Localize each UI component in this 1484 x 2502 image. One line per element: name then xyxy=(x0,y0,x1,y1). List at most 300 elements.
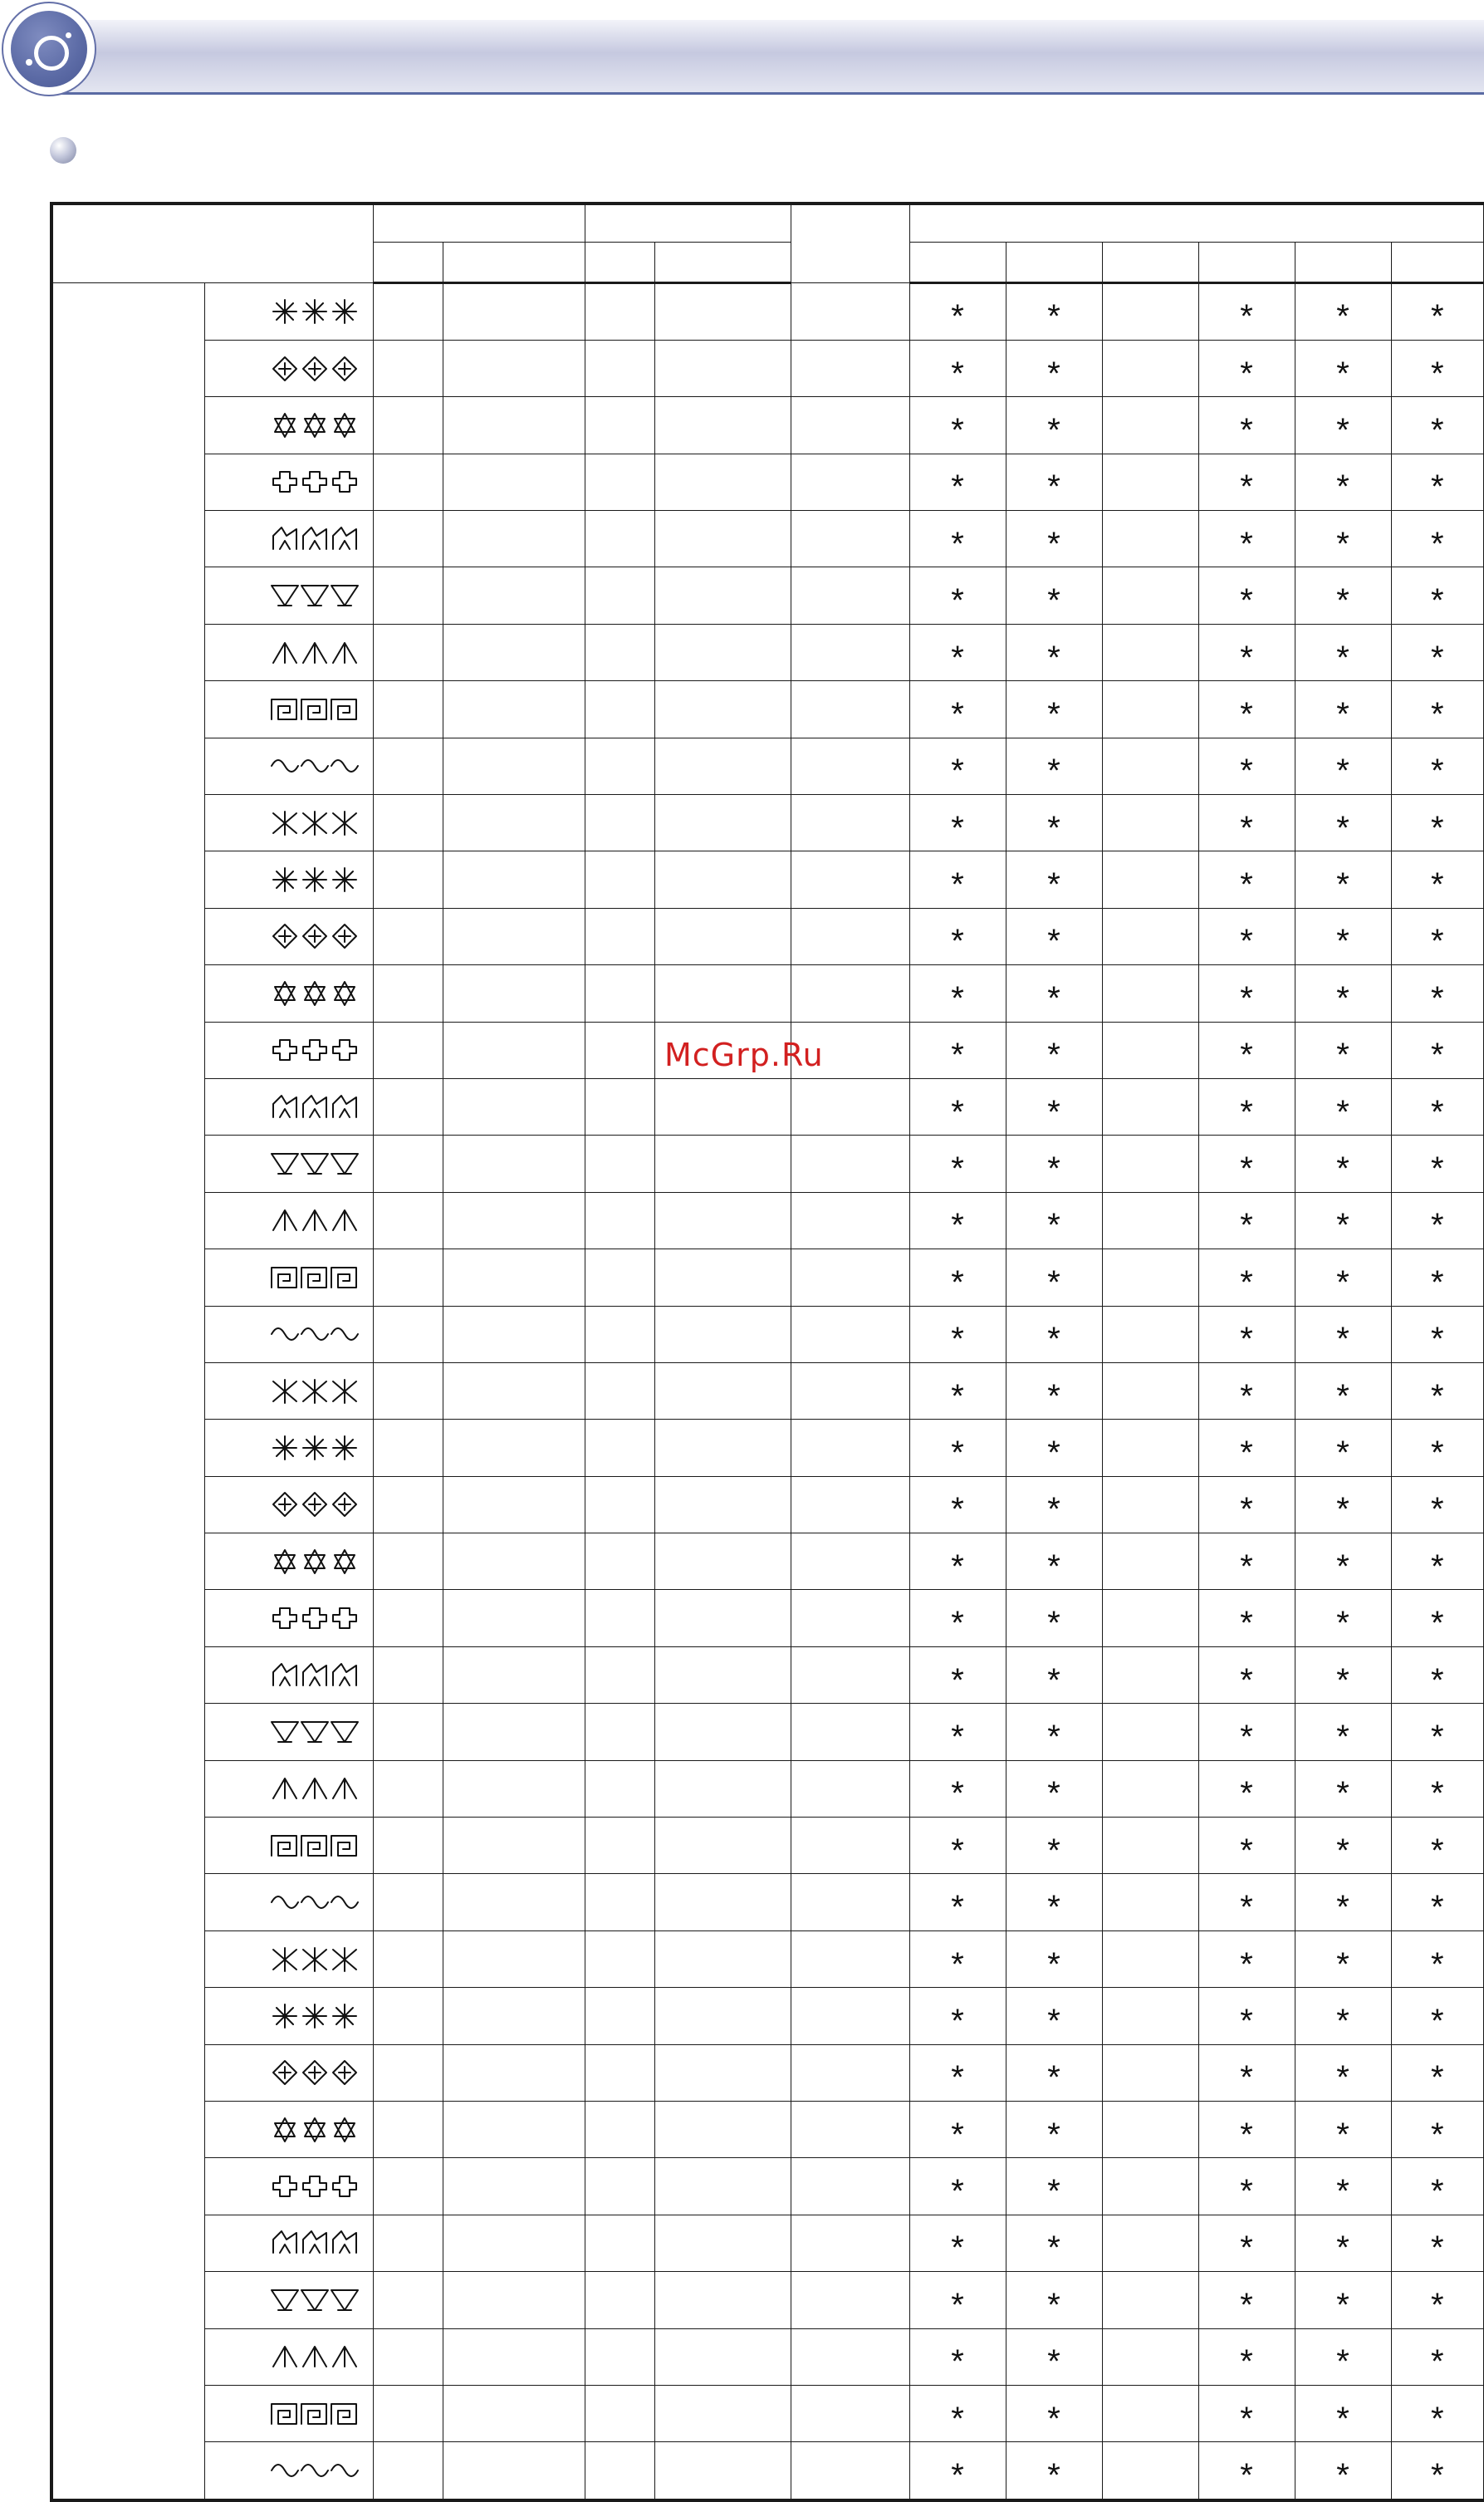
table-row xyxy=(51,681,1484,738)
empty-cell xyxy=(654,397,791,454)
pattern-icon-cell xyxy=(204,908,373,964)
empty-cell xyxy=(791,1420,909,1476)
empty-cell xyxy=(791,2442,909,2500)
table-row xyxy=(51,1818,1484,1874)
asterisk-row-icon xyxy=(270,297,360,326)
asterisk-mark: * xyxy=(909,1362,1006,1419)
asterisk-mark: * xyxy=(1198,681,1295,738)
triangle-border-icon xyxy=(270,581,360,611)
empty-cell xyxy=(1102,965,1198,1022)
empty-cell xyxy=(791,2272,909,2328)
empty-cell xyxy=(373,1306,443,1362)
asterisk-mark: * xyxy=(1198,1930,1295,1987)
table-row xyxy=(51,282,1484,340)
empty-cell xyxy=(373,1136,443,1192)
star-of-david-icon xyxy=(270,410,360,440)
empty-cell xyxy=(791,2328,909,2385)
asterisk-mark: * xyxy=(1295,1078,1391,1135)
empty-cell xyxy=(585,2442,654,2500)
empty-cell xyxy=(654,2215,791,2271)
asterisk-mark: * xyxy=(1295,397,1391,454)
disc-icon xyxy=(2,2,96,96)
asterisk-mark: * xyxy=(1391,1078,1484,1135)
empty-cell xyxy=(443,340,585,396)
empty-cell xyxy=(585,397,654,454)
empty-cell xyxy=(654,340,791,396)
empty-cell xyxy=(373,851,443,908)
asterisk-mark: * xyxy=(1198,1533,1295,1590)
empty-cell xyxy=(791,454,909,510)
asterisk-mark: * xyxy=(1391,681,1484,738)
asterisk-mark: * xyxy=(1006,2158,1102,2215)
empty-cell xyxy=(373,738,443,794)
pattern-icon-cell xyxy=(204,2385,373,2441)
cup-scallop-icon xyxy=(270,1489,360,1519)
asterisk-mark: * xyxy=(1006,1476,1102,1533)
asterisk-mark: * xyxy=(909,1818,1006,1874)
pattern-icon-cell xyxy=(204,851,373,908)
asterisk-mark: * xyxy=(1006,1533,1102,1590)
empty-cell xyxy=(1102,2215,1198,2271)
flower-stem-icon xyxy=(270,2342,360,2372)
asterisk-mark: * xyxy=(1198,1078,1295,1135)
asterisk-mark: * xyxy=(1391,1818,1484,1874)
bell-arch-icon xyxy=(270,1887,360,1917)
empty-cell xyxy=(585,965,654,1022)
asterisk-mark: * xyxy=(1391,908,1484,964)
pattern-icon-cell xyxy=(204,1874,373,1930)
empty-cell xyxy=(373,397,443,454)
asterisk-mark: * xyxy=(1295,2044,1391,2101)
curl-wave-icon xyxy=(270,1376,360,1406)
asterisk-mark: * xyxy=(1295,1874,1391,1930)
empty-cell xyxy=(443,282,585,340)
arrow-branch-icon xyxy=(270,638,360,668)
asterisk-mark: * xyxy=(1391,2272,1484,2328)
flower-chain-icon xyxy=(270,1149,360,1179)
asterisk-mark: * xyxy=(1198,1136,1295,1192)
asterisk-mark: * xyxy=(1391,397,1484,454)
empty-cell xyxy=(1102,681,1198,738)
empty-cell xyxy=(373,681,443,738)
asterisk-mark: * xyxy=(1006,2215,1102,2271)
asterisk-mark: * xyxy=(909,2272,1006,2328)
empty-cell xyxy=(1102,454,1198,510)
empty-cell xyxy=(1102,1362,1198,1419)
empty-cell xyxy=(373,1760,443,1817)
asterisk-mark: * xyxy=(1391,1646,1484,1703)
empty-cell xyxy=(443,1760,585,1817)
empty-cell xyxy=(654,965,791,1022)
empty-cell xyxy=(585,1704,654,1760)
empty-cell xyxy=(1102,908,1198,964)
empty-cell xyxy=(1102,2385,1198,2441)
empty-cell xyxy=(373,2044,443,2101)
pattern-icon-cell xyxy=(204,1192,373,1249)
sine-wave-icon xyxy=(270,1319,360,1349)
asterisk-mark: * xyxy=(1295,1306,1391,1362)
asterisk-mark: * xyxy=(1006,2385,1102,2441)
asterisk-mark: * xyxy=(1006,1760,1102,1817)
empty-cell xyxy=(373,1362,443,1419)
empty-cell xyxy=(373,965,443,1022)
asterisk-mark: * xyxy=(1006,1136,1102,1192)
pattern-icon-cell xyxy=(204,282,373,340)
empty-cell xyxy=(585,1646,654,1703)
asterisk-mark: * xyxy=(1391,1704,1484,1760)
table-row xyxy=(51,2158,1484,2215)
empty-cell xyxy=(443,1988,585,2044)
empty-cell xyxy=(654,1646,791,1703)
asterisk-mark: * xyxy=(1391,851,1484,908)
cross-chain-icon xyxy=(270,467,360,497)
arrow-bow-icon xyxy=(270,1831,360,1861)
header-cell-name xyxy=(51,204,373,282)
asterisk-mark: * xyxy=(1006,965,1102,1022)
asterisk-mark: * xyxy=(1198,1874,1295,1930)
empty-cell xyxy=(791,965,909,1022)
asterisk-mark: * xyxy=(1006,1078,1102,1135)
empty-cell xyxy=(654,795,791,851)
empty-cell xyxy=(791,1760,909,1817)
asterisk-mark: * xyxy=(909,454,1006,510)
pattern-icon-cell xyxy=(204,2328,373,2385)
crosshatch-band-icon xyxy=(270,865,360,895)
empty-cell xyxy=(1102,1476,1198,1533)
asterisk-mark: * xyxy=(1006,1192,1102,1249)
empty-cell xyxy=(373,2328,443,2385)
subheader-cell xyxy=(585,242,654,282)
asterisk-mark: * xyxy=(1391,795,1484,851)
empty-cell xyxy=(654,2328,791,2385)
asterisk-mark: * xyxy=(1006,2044,1102,2101)
asterisk-mark: * xyxy=(909,1988,1006,2044)
empty-cell xyxy=(443,1930,585,1987)
circle-chain-icon xyxy=(270,1547,360,1577)
empty-cell xyxy=(791,1930,909,1987)
asterisk-mark: * xyxy=(909,2215,1006,2271)
empty-cell xyxy=(654,851,791,908)
asterisk-mark: * xyxy=(1295,1760,1391,1817)
empty-cell xyxy=(373,2158,443,2215)
subheader-cell xyxy=(1006,242,1102,282)
empty-cell xyxy=(1102,1818,1198,1874)
empty-cell xyxy=(373,511,443,567)
asterisk-mark: * xyxy=(1006,1930,1102,1987)
loop-drop-icon xyxy=(270,979,360,1008)
asterisk-mark: * xyxy=(1391,1136,1484,1192)
empty-cell xyxy=(1102,1533,1198,1590)
empty-cell xyxy=(654,1533,791,1590)
asterisk-mark: * xyxy=(1198,2158,1295,2215)
empty-cell xyxy=(1102,340,1198,396)
empty-cell xyxy=(443,1192,585,1249)
subheader-cell xyxy=(1295,242,1391,282)
asterisk-mark: * xyxy=(1391,511,1484,567)
asterisk-mark: * xyxy=(1391,340,1484,396)
empty-cell xyxy=(1102,1874,1198,1930)
pattern-icon-cell xyxy=(204,2158,373,2215)
pattern-icon-cell xyxy=(204,340,373,396)
empty-cell xyxy=(654,1760,791,1817)
asterisk-mark: * xyxy=(1006,851,1102,908)
leaf-pair-icon xyxy=(270,2171,360,2201)
table-row xyxy=(51,397,1484,454)
empty-cell xyxy=(585,1760,654,1817)
empty-cell xyxy=(791,681,909,738)
asterisk-mark: * xyxy=(1006,282,1102,340)
header-cell-b xyxy=(585,204,791,242)
asterisk-mark: * xyxy=(1198,1249,1295,1306)
asterisk-mark: * xyxy=(909,1874,1006,1930)
empty-cell xyxy=(654,738,791,794)
empty-cell xyxy=(654,2385,791,2441)
asterisk-mark: * xyxy=(1391,2158,1484,2215)
empty-cell xyxy=(791,1192,909,1249)
asterisk-mark: * xyxy=(1295,1930,1391,1987)
pattern-icon-cell xyxy=(204,397,373,454)
empty-cell xyxy=(443,567,585,624)
empty-cell xyxy=(373,1590,443,1646)
empty-cell xyxy=(585,282,654,340)
asterisk-mark: * xyxy=(1391,2102,1484,2158)
asterisk-mark: * xyxy=(1391,1874,1484,1930)
pattern-icon-cell xyxy=(204,2215,373,2271)
pattern-icon-cell xyxy=(204,965,373,1022)
asterisk-mark: * xyxy=(1295,1362,1391,1419)
empty-cell xyxy=(443,2272,585,2328)
empty-cell xyxy=(1102,2442,1198,2500)
asterisk-mark: * xyxy=(1391,567,1484,624)
empty-cell xyxy=(585,2328,654,2385)
asterisk-mark: * xyxy=(909,511,1006,567)
empty-cell xyxy=(1102,1704,1198,1760)
empty-cell xyxy=(443,1022,585,1078)
asterisk-mark: * xyxy=(1006,511,1102,567)
asterisk-mark: * xyxy=(1198,1646,1295,1703)
empty-cell xyxy=(443,851,585,908)
empty-cell xyxy=(443,1362,585,1419)
asterisk-mark: * xyxy=(909,2328,1006,2385)
empty-cell xyxy=(443,624,585,680)
asterisk-mark: * xyxy=(1295,1192,1391,1249)
empty-cell xyxy=(654,1988,791,2044)
table-row xyxy=(51,2442,1484,2500)
table-row xyxy=(51,1988,1484,2044)
empty-cell xyxy=(1102,282,1198,340)
empty-cell xyxy=(791,1988,909,2044)
pattern-icon-cell xyxy=(204,2272,373,2328)
pattern-icon-cell xyxy=(204,1818,373,1874)
empty-cell xyxy=(585,1362,654,1419)
subheader-cell xyxy=(1102,242,1198,282)
asterisk-mark: * xyxy=(909,1533,1006,1590)
asterisk-mark: * xyxy=(1391,1988,1484,2044)
empty-cell xyxy=(654,2044,791,2101)
loop-row-icon xyxy=(270,1603,360,1633)
asterisk-mark: * xyxy=(1295,681,1391,738)
empty-cell xyxy=(1102,1249,1198,1306)
empty-cell xyxy=(443,454,585,510)
header-cell-c xyxy=(791,204,909,282)
empty-cell xyxy=(1102,2044,1198,2101)
table-row xyxy=(51,1078,1484,1135)
asterisk-mark: * xyxy=(1006,2102,1102,2158)
asterisk-mark: * xyxy=(909,2102,1006,2158)
pattern-icon-cell xyxy=(204,738,373,794)
empty-cell xyxy=(791,795,909,851)
asterisk-mark: * xyxy=(1295,1022,1391,1078)
asterisk-mark: * xyxy=(1295,738,1391,794)
subheader-cell xyxy=(373,242,443,282)
empty-cell xyxy=(791,282,909,340)
asterisk-mark: * xyxy=(1198,2272,1295,2328)
empty-cell xyxy=(1102,1988,1198,2044)
asterisk-mark: * xyxy=(1295,1590,1391,1646)
empty-cell xyxy=(1102,1646,1198,1703)
asterisk-mark: * xyxy=(1198,1818,1295,1874)
empty-cell xyxy=(373,282,443,340)
empty-cell xyxy=(791,2044,909,2101)
table-row xyxy=(51,454,1484,510)
asterisk-mark: * xyxy=(1295,965,1391,1022)
meander-step-icon xyxy=(270,808,360,838)
empty-cell xyxy=(791,1704,909,1760)
empty-cell xyxy=(585,511,654,567)
table-row xyxy=(51,1533,1484,1590)
asterisk-mark: * xyxy=(1198,1420,1295,1476)
empty-cell xyxy=(791,1874,909,1930)
empty-cell xyxy=(791,1590,909,1646)
pattern-icon-cell xyxy=(204,1590,373,1646)
empty-cell xyxy=(373,567,443,624)
scroll-flourish-icon xyxy=(270,1205,360,1235)
empty-cell xyxy=(654,2158,791,2215)
asterisk-mark: * xyxy=(1391,624,1484,680)
table-row xyxy=(51,2215,1484,2271)
asterisk-mark: * xyxy=(909,1249,1006,1306)
empty-cell xyxy=(373,624,443,680)
fan-arch-icon xyxy=(270,1035,360,1065)
asterisk-mark: * xyxy=(1295,454,1391,510)
empty-cell xyxy=(1102,511,1198,567)
empty-cell xyxy=(373,454,443,510)
header-banner xyxy=(0,0,1484,100)
asterisk-mark: * xyxy=(909,1022,1006,1078)
asterisk-mark: * xyxy=(1006,908,1102,964)
pattern-icon-cell xyxy=(204,1078,373,1135)
asterisk-mark: * xyxy=(1295,624,1391,680)
empty-cell xyxy=(654,1704,791,1760)
empty-cell xyxy=(585,738,654,794)
empty-cell xyxy=(791,397,909,454)
asterisk-mark: * xyxy=(1198,282,1295,340)
empty-cell xyxy=(1102,738,1198,794)
pattern-icon-cell xyxy=(204,2044,373,2101)
empty-cell xyxy=(654,1249,791,1306)
pattern-icon-cell xyxy=(204,1249,373,1306)
empty-cell xyxy=(654,1306,791,1362)
empty-cell xyxy=(654,1420,791,1476)
empty-cell xyxy=(654,1590,791,1646)
empty-cell xyxy=(373,1249,443,1306)
table-row xyxy=(51,1136,1484,1192)
empty-cell xyxy=(791,1136,909,1192)
subheader-cell xyxy=(654,242,791,282)
pattern-icon-cell xyxy=(204,1930,373,1987)
leaf-sprig-icon xyxy=(270,2455,360,2485)
subheader-cell xyxy=(1198,242,1295,282)
asterisk-mark: * xyxy=(909,1760,1006,1817)
asterisk-mark: * xyxy=(1295,2442,1391,2500)
asterisk-mark: * xyxy=(1295,795,1391,851)
empty-cell xyxy=(373,1533,443,1590)
asterisk-mark: * xyxy=(1295,1136,1391,1192)
empty-cell xyxy=(443,1874,585,1930)
flower-vine-icon xyxy=(270,2228,360,2258)
asterisk-mark: * xyxy=(1295,511,1391,567)
asterisk-mark: * xyxy=(1198,1306,1295,1362)
asterisk-mark: * xyxy=(1006,397,1102,454)
asterisk-mark: * xyxy=(1006,1646,1102,1703)
empty-cell xyxy=(373,1420,443,1476)
asterisk-mark: * xyxy=(1198,1362,1295,1419)
empty-cell xyxy=(373,1704,443,1760)
empty-cell xyxy=(585,1874,654,1930)
asterisk-mark: * xyxy=(1198,851,1295,908)
asterisk-mark: * xyxy=(1006,2442,1102,2500)
pattern-icon-cell xyxy=(204,1704,373,1760)
asterisk-mark: * xyxy=(1006,1988,1102,2044)
asterisk-mark: * xyxy=(1198,1192,1295,1249)
asterisk-mark: * xyxy=(1198,1760,1295,1817)
asterisk-mark: * xyxy=(1198,2044,1295,2101)
empty-cell xyxy=(585,1306,654,1362)
category-cell xyxy=(51,282,204,2500)
table-row xyxy=(51,1362,1484,1419)
watermark: McGrp.Ru xyxy=(664,1037,824,1073)
asterisk-mark: * xyxy=(1391,1533,1484,1590)
empty-cell xyxy=(443,681,585,738)
empty-cell xyxy=(585,1590,654,1646)
empty-cell xyxy=(654,624,791,680)
asterisk-mark: * xyxy=(1295,2102,1391,2158)
asterisk-mark: * xyxy=(909,397,1006,454)
empty-cell xyxy=(443,1136,585,1192)
pattern-icon-cell xyxy=(204,454,373,510)
pattern-icon-cell xyxy=(204,1476,373,1533)
feather-branch-icon xyxy=(270,2115,360,2145)
header-cell-d xyxy=(909,204,1484,242)
table-row xyxy=(51,965,1484,1022)
asterisk-mark: * xyxy=(1391,1022,1484,1078)
slanted-loop-icon xyxy=(270,1661,360,1690)
asterisk-mark: * xyxy=(1198,624,1295,680)
table-row xyxy=(51,1420,1484,1476)
asterisk-mark: * xyxy=(909,1930,1006,1987)
asterisk-mark: * xyxy=(1198,454,1295,510)
empty-cell xyxy=(443,1646,585,1703)
empty-cell xyxy=(443,1533,585,1590)
empty-cell xyxy=(585,795,654,851)
empty-cell xyxy=(373,1930,443,1987)
asterisk-mark: * xyxy=(909,1420,1006,1476)
empty-cell xyxy=(585,567,654,624)
empty-cell xyxy=(373,2215,443,2271)
empty-cell xyxy=(1102,1760,1198,1817)
scroll-ornament-icon xyxy=(270,921,360,951)
header-bar xyxy=(48,20,1484,93)
